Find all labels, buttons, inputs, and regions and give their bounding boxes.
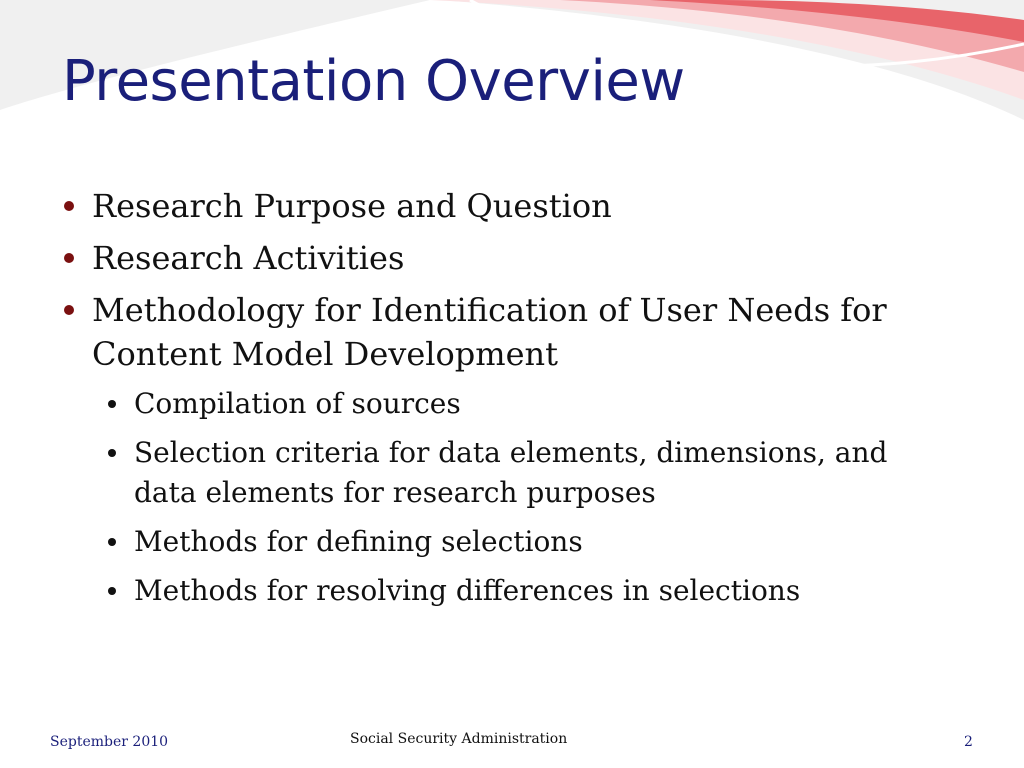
sub-bullet-text: Methods for resolving differences in selections [134, 574, 801, 607]
bullet-list [62, 184, 942, 620]
bullet-item [62, 288, 942, 376]
sub-bullet-text: Methods for defining selections [134, 525, 583, 558]
sub-bullet-item [106, 433, 942, 513]
bullet-item [62, 236, 942, 280]
sub-bullet-item [106, 384, 942, 424]
sub-bullet-item [106, 522, 942, 562]
bullet-dot-icon [64, 253, 74, 263]
bullet-dot-icon [64, 305, 74, 315]
footer-organization: Social Security Administration [350, 731, 568, 747]
sub-bullet-item [106, 571, 942, 611]
sub-bullet-text: Compilation of sources [134, 387, 461, 420]
bullet-text: Research Purpose and Question [92, 187, 612, 225]
sub-bullet-dot-icon [108, 449, 116, 457]
slide-title: Presentation Overview [62, 49, 685, 114]
footer-page-number: 2 [964, 734, 973, 750]
bullet-item [62, 184, 942, 228]
bullet-text: Methodology for Identification of User Needs for Content Model Development [92, 291, 887, 373]
sub-bullet-dot-icon [108, 587, 116, 595]
footer-date: September 2010 [50, 734, 169, 750]
sub-bullet-dot-icon [108, 538, 116, 546]
sub-bullet-text: Selection criteria for data elements, dimensions, and data elements for research purposes [134, 436, 888, 509]
bullet-dot-icon [64, 201, 74, 211]
bullet-text: Research Activities [92, 239, 405, 277]
sub-bullet-dot-icon [108, 400, 116, 408]
